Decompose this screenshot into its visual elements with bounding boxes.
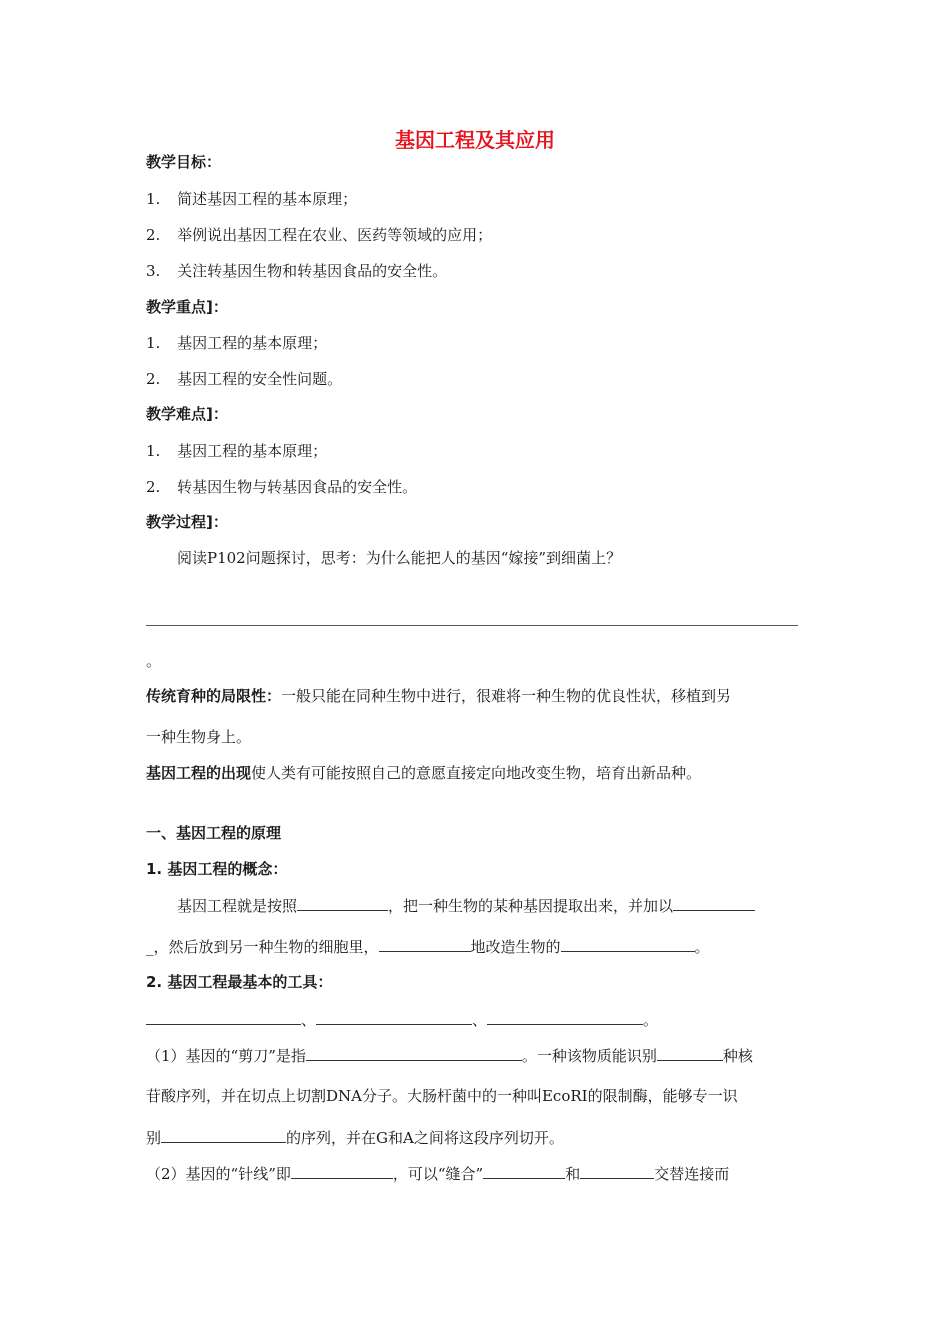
key-point-item — [146, 369, 342, 389]
needle-text: （2）基因的“针线”即 — [146, 1165, 291, 1183]
fill-blank[interactable] — [306, 1045, 522, 1061]
end-mark: 。 — [146, 652, 162, 670]
item-text: 举例说出基因工程在农业、医药等领域的应用； — [177, 226, 493, 244]
needle-text: 交替连接而 — [654, 1165, 730, 1183]
scissors-text: 的序列，并在G和A之间将这段序列切开。 — [286, 1129, 564, 1147]
fill-blank[interactable] — [316, 1009, 472, 1025]
fill-blank[interactable] — [297, 895, 388, 911]
concept-text: 基因工程就是按照 — [177, 897, 298, 915]
needle-text: ，可以“缝合” — [392, 1165, 484, 1183]
fill-blank[interactable] — [161, 1127, 286, 1143]
emergence-label: 基因工程的出现 — [146, 764, 252, 782]
objective-item — [146, 225, 492, 245]
item-text: 关注转基因生物和转基因食品的安全性。 — [177, 262, 448, 280]
reading-prompt: 阅读P102问题探讨，思考：为什么能把人的基因“嫁接”到细菌上？ — [177, 549, 622, 567]
objectives-heading: 教学目标： — [146, 153, 222, 171]
emergence-text: 使人类有可能按照自己的意愿直接定向地改变生物，培育出新品种。 — [251, 764, 702, 782]
concept-heading: 1. 基因工程的概念： — [146, 860, 288, 878]
scissors-text: 。一种该物质能识别 — [521, 1047, 657, 1065]
fill-blank[interactable] — [379, 936, 471, 952]
concept-text: ，把一种生物的某种基因提取出来，并加以 — [388, 897, 674, 915]
scissors-line-2: 苷酸序列，并在切点上切割DNA分子。大肠杆菌中的一种叫EcoRI的限制酶，能够专一识 — [146, 1087, 738, 1105]
needle-line — [146, 1163, 729, 1184]
item-number: 1. — [146, 442, 161, 460]
separator: 、 — [472, 1011, 488, 1029]
objective-item — [146, 261, 447, 281]
item-number: 3. — [146, 262, 161, 280]
item-text: 简述基因工程的基本原理； — [177, 190, 358, 208]
difficulty-item — [146, 477, 417, 497]
tools-line — [146, 1009, 658, 1030]
item-number: 2. — [146, 226, 161, 244]
item-number: 1. — [146, 190, 161, 208]
item-number: 1. — [146, 334, 161, 352]
fill-blank[interactable] — [673, 895, 755, 911]
item-text: 转基因生物与转基因食品的安全性。 — [177, 478, 418, 496]
traditional-label: 传统育种的局限性： — [146, 687, 282, 705]
answer-line — [146, 625, 798, 626]
objective-item — [146, 189, 357, 209]
fill-blank[interactable] — [657, 1045, 723, 1061]
fill-blank[interactable] — [146, 1009, 301, 1025]
key-point-item — [146, 333, 327, 353]
scissors-line-1 — [146, 1045, 753, 1066]
fill-blank[interactable] — [483, 1163, 565, 1179]
difficulty-item — [146, 441, 327, 461]
separator: 、 — [301, 1011, 317, 1029]
fill-blank[interactable] — [487, 1009, 643, 1025]
item-text: 基因工程的基本原理； — [177, 334, 328, 352]
traditional-text: 一般只能在同种生物中进行，很难将一种生物的优良性状，移植到另 — [281, 687, 732, 705]
key-points-heading: 教学重点]： — [146, 298, 228, 316]
process-heading: 教学过程]： — [146, 513, 228, 531]
section-heading: 一、基因工程的原理 — [146, 824, 282, 842]
item-number: 2. — [146, 370, 161, 388]
document-title: 基因工程及其应用 — [395, 128, 555, 152]
concept-text: 地改造生物的 — [470, 938, 561, 956]
end-mark: 。 — [643, 1011, 659, 1029]
difficulties-heading: 教学难点]： — [146, 405, 228, 423]
emergence-paragraph — [146, 763, 701, 783]
scissors-text: （1）基因的“剪刀”是指 — [146, 1047, 306, 1065]
item-text: 基因工程的安全性问题。 — [177, 370, 343, 388]
fill-blank[interactable] — [561, 936, 695, 952]
fill-blank[interactable] — [291, 1163, 393, 1179]
concept-line-2 — [146, 936, 710, 957]
needle-text: 和 — [565, 1165, 581, 1183]
item-number: 2. — [146, 478, 161, 496]
scissors-text: 别 — [146, 1129, 162, 1147]
traditional-paragraph — [146, 686, 731, 706]
concept-text: 。 — [694, 938, 710, 956]
traditional-continuation: 一种生物身上。 — [146, 728, 252, 746]
scissors-line-3 — [146, 1127, 564, 1148]
item-text: 基因工程的基本原理； — [177, 442, 328, 460]
concept-line-1 — [177, 895, 755, 916]
concept-text: _，然后放到另一种生物的细胞里， — [146, 938, 379, 956]
fill-blank[interactable] — [580, 1163, 654, 1179]
tools-heading: 2. 基因工程最基本的工具： — [146, 973, 333, 991]
scissors-text: 种核 — [722, 1047, 753, 1065]
